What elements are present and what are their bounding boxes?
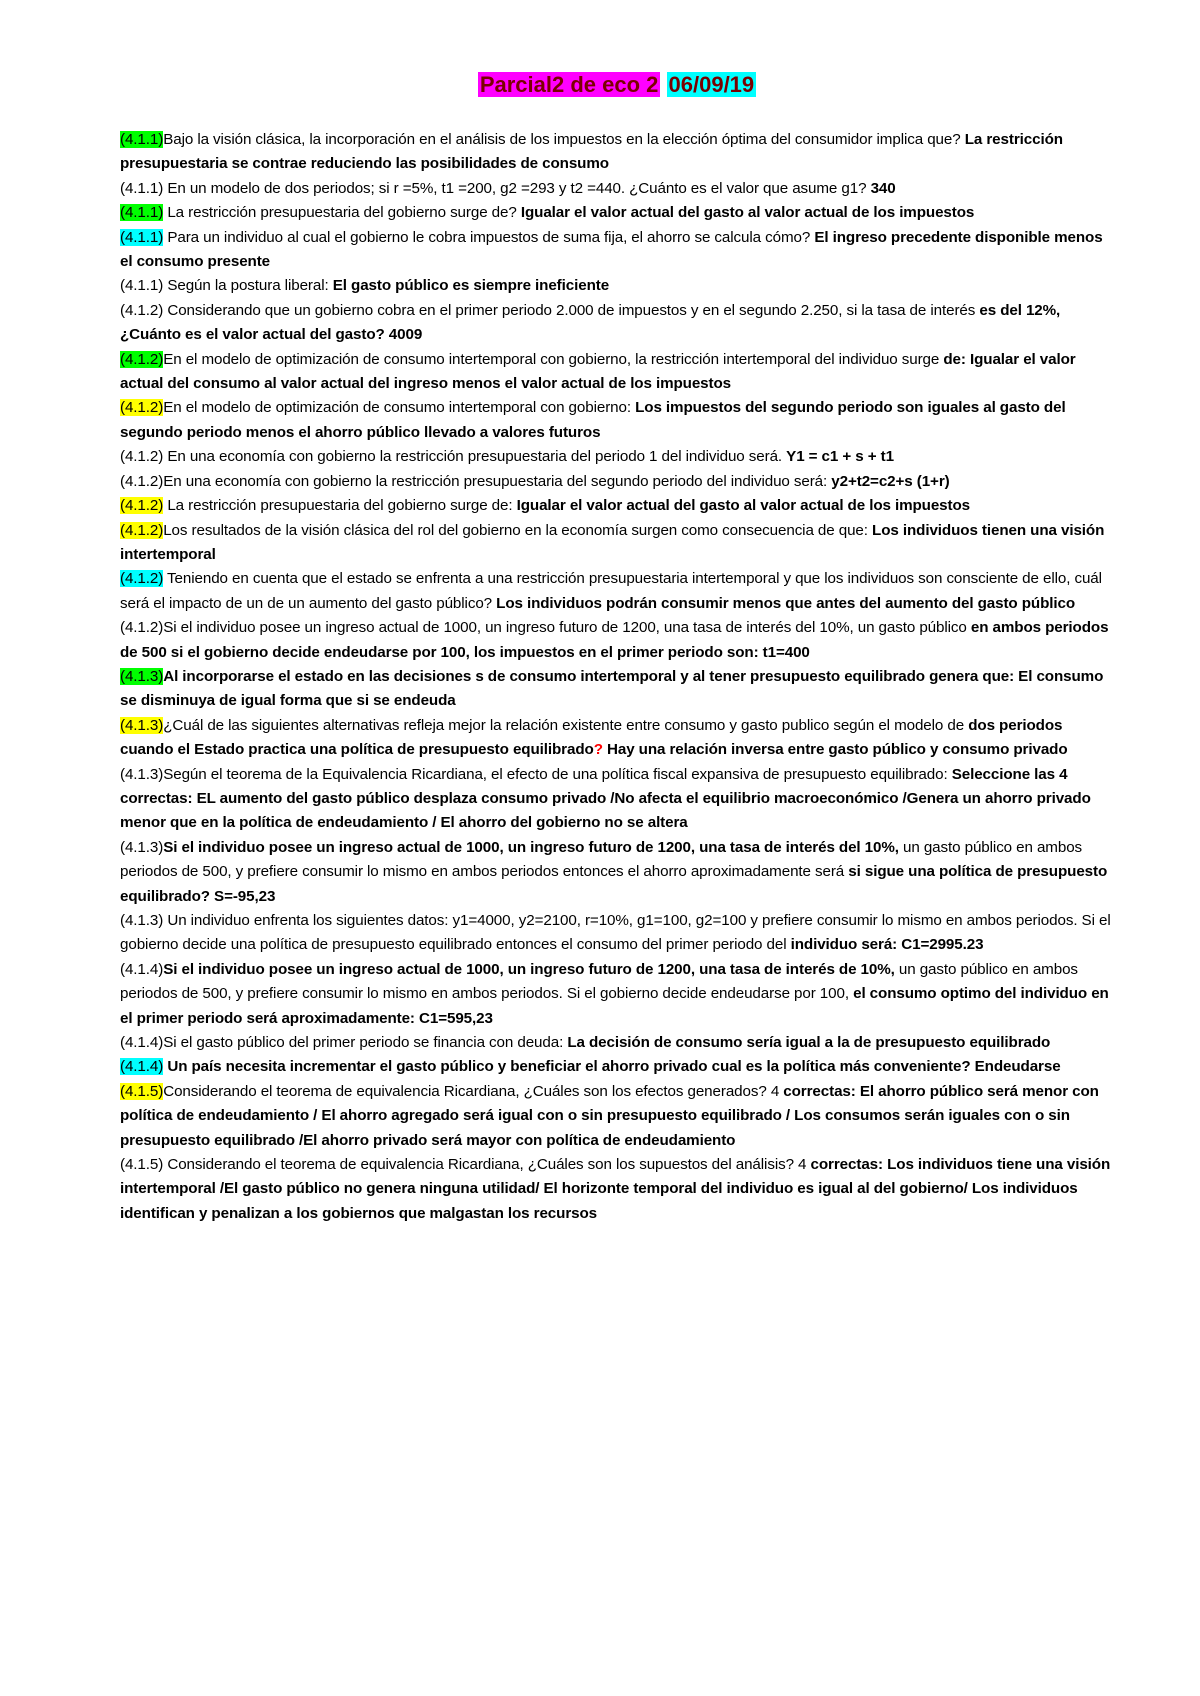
question-item: [120, 763, 1114, 836]
question-tag: (4.1.2): [120, 448, 164, 466]
answer-text: Los individuos tienen una visión intertemporal: [120, 521, 1105, 563]
question-tag: (4.1.2): [120, 570, 164, 588]
question-tag: (4.1.2): [120, 399, 164, 417]
answer-text: La decisión de consumo sería igual a la de presupuesto equilibrado: [567, 1034, 1051, 1052]
question-text-cont: un gasto público en ambos periodos de 500, y prefiere consumir lo mismo en ambos periodos. Si el gobierno decide endeudarse por 100,: [120, 960, 1078, 1003]
title-date: 06/09/19: [668, 72, 755, 97]
answer-text: individuo será: C1=2995.23: [790, 936, 984, 954]
question-tag: (4.1.2): [120, 497, 164, 515]
question-tag: (4.1.5): [120, 1156, 164, 1174]
answer-text-cont: el consumo optimo del individuo en el primer periodo será aproximadamente: C1=595,23: [120, 985, 1109, 1027]
question-tag: (4.1.4): [120, 1034, 164, 1052]
question-tag: (4.1.4): [120, 960, 164, 978]
question-text: En el modelo de optimización de consumo intertemporal con gobierno, la restricción intertemporal del individuo surge: [163, 350, 944, 368]
question-text: ¿Cuál de las siguientes alternativas refleja mejor la relación existente entre consumo y gasto publico según el modelo de: [163, 716, 969, 734]
question-tag: (4.1.2): [120, 301, 164, 319]
question-item: [120, 836, 1114, 909]
title-subject: Parcial2 de eco 2: [479, 72, 659, 97]
question-text: En una economía con gobierno la restricción presupuestaria del segundo periodo del individuo será:: [163, 472, 832, 490]
answer-text: Igualar el valor actual del gasto al valor actual de los impuestos: [520, 204, 975, 222]
question-text: En una economía con gobierno la restricción presupuestaria del periodo 1 del individuo será.: [163, 448, 787, 466]
question-item: [120, 519, 1114, 568]
question-tag: (4.1.1): [120, 204, 164, 222]
question-text: Un individuo enfrenta los siguientes datos: y1=4000, y2=2100, r=10%, g1=100, g2=100 y prefiere consumir lo mismo en ambos periodos. Si el gobierno decide una política de presupuesto equilibrado entonces el consumo del primer periodo del: [120, 912, 1111, 954]
question-tag: (4.1.3): [120, 667, 164, 685]
question-tag: (4.1.1): [120, 277, 164, 295]
answer-text: Al incorporarse el estado en las decisiones s de consumo intertemporal y al tener presupuesto equilibrado genera que: El consumo se disminuya de igual forma que si se endeuda: [120, 667, 1104, 710]
answer-text: Si el individuo posee un ingreso actual de 1000, un ingreso futuro de 1200, una tasa de interés de 10%,: [163, 960, 899, 978]
question-item: [120, 470, 1114, 494]
question-tag: (4.1.1): [120, 228, 164, 246]
question-item: [120, 226, 1114, 275]
answer-text-cont: Hay una relación inversa entre gasto público y consumo privado: [602, 741, 1068, 759]
question-tag: (4.1.3): [120, 838, 164, 856]
question-item: [120, 274, 1114, 298]
question-item: [120, 1031, 1114, 1055]
question-text: Considerando el teorema de equivalencia Ricardiana, ¿Cuáles son los efectos generados? 4: [163, 1082, 784, 1100]
question-item: [120, 567, 1114, 616]
answer-text: es del 12%, ¿Cuánto es el valor actual del gasto? 4009: [120, 301, 1061, 344]
question-tag: (4.1.1): [120, 131, 164, 148]
question-text: La restricción presupuestaria del gobierno surge de:: [163, 497, 517, 515]
answer-text: correctas: Los individuos tiene una visión intertemporal /El gasto público no genera ninguna utilidad/ El horizonte temporal del individuo es igual al del gobierno/ Los individuos identifican y penalizan a los gobiernos que malgastan los recursos: [120, 1156, 1111, 1222]
answer-text: Igualar el valor actual del gasto al valor actual de los impuestos: [516, 497, 971, 515]
question-text: Considerando que un gobierno cobra en el primer periodo 2.000 de impuestos y en el segundo 2.250, si la tasa de interés: [163, 301, 980, 319]
answer-text-cont: si sigue una política de presupuesto equilibrado? S=-95,23: [120, 863, 1108, 905]
answer-text: Un país necesita incrementar el gasto público y beneficiar el ahorro privado cual es la política más conveniente? Endeudarse: [163, 1058, 1061, 1076]
answer-text: El ingreso precedente disponible menos el consumo presente: [120, 228, 1103, 271]
question-text: Teniendo en cuenta que el estado se enfrenta a una restricción presupuestaria intertemporal y que los individuos son consciente de ello, cuál será el impacto de un de un aumento del gasto público?: [120, 570, 1102, 612]
question-item: [120, 201, 1114, 225]
answer-text: Si el individuo posee un ingreso actual de 1000, un ingreso futuro de 1200, una tasa de interés del 10%,: [163, 838, 904, 856]
question-item: [120, 665, 1114, 714]
question-item: [120, 1080, 1114, 1153]
question-tag: (4.1.2): [120, 521, 164, 539]
question-tag: (4.1.1): [120, 179, 164, 197]
question-item: [120, 396, 1114, 445]
answer-text: Y1 = c1 + s + t1: [786, 448, 894, 466]
question-text: Los resultados de la visión clásica del rol del gobierno en la economía surgen como consecuencia de que:: [163, 521, 873, 539]
answer-text: Los individuos podrán consumir menos que antes del aumento del gasto público: [496, 594, 1076, 612]
question-text: Bajo la visión clásica, la incorporación en el análisis de los impuestos en la elección óptima del consumidor implica que?: [163, 131, 965, 148]
question-text-cont: un gasto público en ambos periodos de 500, y prefiere consumir lo mismo en ambos periodos entonces el ahorro aproximadamente será: [120, 838, 1083, 881]
question-text: Según el teorema de la Equivalencia Ricardiana, el efecto de una política fiscal expansiva de presupuesto equilibrado:: [163, 765, 952, 783]
question-text: Considerando el teorema de equivalencia Ricardiana, ¿Cuáles son los supuestos del análisis? 4: [163, 1156, 811, 1174]
answer-text: y2+t2=c2+s (1+r): [831, 472, 950, 490]
question-text: En el modelo de optimización de consumo intertemporal con gobierno:: [163, 399, 636, 417]
answer-text: de: Igualar el valor actual del consumo al valor actual del ingreso menos el valor actual de los impuestos: [120, 350, 1076, 393]
answer-text: dos periodos cuando el Estado practica una política de presupuesto equilibrado: [120, 716, 1063, 759]
answer-text: El gasto público es siempre ineficiente: [332, 277, 610, 295]
question-tag: (4.1.3): [120, 912, 164, 929]
question-item: [120, 494, 1114, 518]
question-text: Según la postura liberal:: [163, 277, 333, 295]
question-tag: (4.1.3): [120, 716, 164, 734]
question-item: [120, 348, 1114, 397]
question-tag: (4.1.2): [120, 472, 164, 490]
document-title: [120, 70, 1114, 100]
question-item: [120, 958, 1114, 1031]
question-text: Si el gasto público del primer periodo se financia con deuda:: [163, 1034, 568, 1052]
question-text: Para un individuo al cual el gobierno le cobra impuestos de suma fija, el ahorro se calcula cómo?: [163, 228, 815, 246]
question-text: La restricción presupuestaria del gobierno surge de?: [163, 204, 521, 222]
question-text: En un modelo de dos periodos; si r =5%, t1 =200, g2 =293 y t2 =440. ¿Cuánto es el valor que asume g1?: [163, 179, 871, 197]
question-item: [120, 1153, 1114, 1226]
question-item: [120, 177, 1114, 201]
red-mark: ?: [593, 741, 603, 759]
question-tag: (4.1.5): [120, 1082, 164, 1100]
question-tag: (4.1.4): [120, 1058, 164, 1076]
question-item: [120, 128, 1114, 177]
question-text: Si el individuo posee un ingreso actual de 1000, un ingreso futuro de 1200, una tasa de interés del 10%, un gasto público: [163, 619, 971, 637]
answer-text: Los impuestos del segundo periodo son iguales al gasto del segundo periodo menos el ahorro público llevado a valores futuros: [120, 399, 1066, 441]
question-item: [120, 714, 1114, 763]
question-item: [120, 445, 1114, 469]
answer-text: La restricción presupuestaria se contrae reduciendo las posibilidades de consumo: [120, 131, 1063, 173]
question-tag: (4.1.2): [120, 350, 164, 368]
question-item: [120, 1055, 1114, 1079]
question-item: [120, 299, 1114, 348]
question-item: [120, 909, 1114, 958]
question-item: [120, 616, 1114, 665]
answer-text: en ambos periodos de 500 si el gobierno decide endeudarse por 100, los impuestos en el primer periodo son: t1=400: [120, 619, 1109, 661]
answer-text: 340: [870, 179, 896, 197]
question-tag: (4.1.3): [120, 765, 164, 783]
question-list: [120, 128, 1114, 1226]
answer-text: correctas: El ahorro público será menor con política de endeudamiento / El ahorro agregado será igual con o sin presupuesto equilibrado / Los consumos serán iguales con o sin presupuesto equilibrado /El ahorro privado será mayor con política de endeudamiento: [120, 1082, 1099, 1149]
answer-text: Seleccione las 4 correctas: EL aumento del gasto público desplaza consumo privado /No afecta el equilibrio macroeconómico /Genera un ahorro privado menor que en la política de endeudamiento / El ahorro del gobierno no se altera: [120, 765, 1091, 832]
question-tag: (4.1.2): [120, 619, 164, 637]
